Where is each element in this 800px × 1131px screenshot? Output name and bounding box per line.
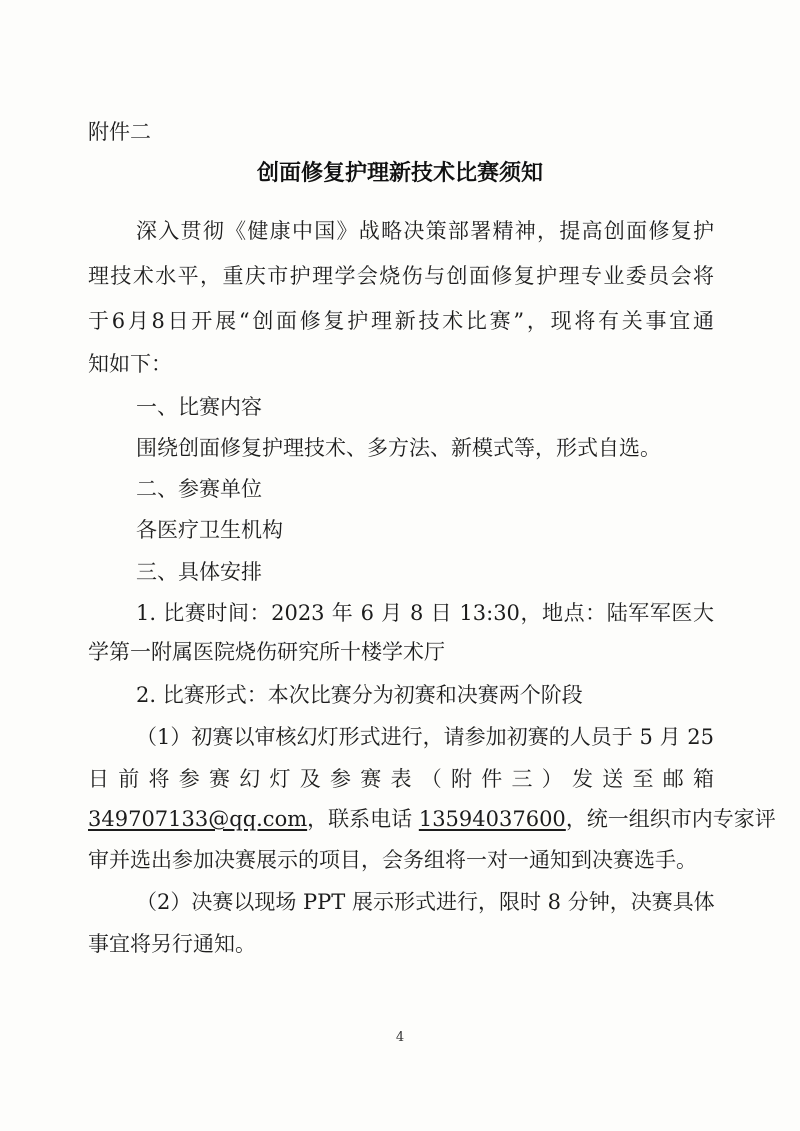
sub-2-line-2: 事宜将另行通知。 <box>88 932 256 956</box>
phone-label: ，联系电话 <box>307 807 419 831</box>
page-number: 4 <box>395 1030 405 1045</box>
sub-1-line-3-tail: ，统一组织市内专家评 <box>565 807 776 831</box>
section-2-body: 各医疗卫生机构 <box>136 518 283 542</box>
item-2: 2. 比赛形式：本次比赛分为初赛和决赛两个阶段 <box>136 683 583 707</box>
intro-line-2: 理技术水平，重庆市护理学会烧伤与创面修复护理专业委员会将 <box>88 264 714 288</box>
section-1-heading: 一、比赛内容 <box>136 395 262 419</box>
sub-1-line-1: （1）初赛以审核幻灯形式进行，请参加初赛的人员于 5 月 25 <box>136 725 714 749</box>
intro-line-3: 于6月8日开展“创面修复护理新技术比赛”，现将有关事宜通 <box>88 309 714 333</box>
sub-1-line-4: 审并选出参加决赛展示的项目，会务组将一对一通知到决赛选手。 <box>88 848 697 872</box>
sub-1-line-2: 日前将参赛幻灯及参赛表（附件三）发送至邮箱 <box>88 767 714 791</box>
section-3-heading: 三、具体安排 <box>136 560 262 584</box>
sub-2-line-1: （2）决赛以现场 PPT 展示形式进行，限时 8 分钟，决赛具体 <box>136 890 715 914</box>
attachment-label: 附件二 <box>88 120 151 144</box>
contact-email-link[interactable]: 349707133@qq.com <box>88 807 308 831</box>
section-2-heading: 二、参赛单位 <box>136 477 262 501</box>
document-title: 创面修复护理新技术比赛须知 <box>256 161 543 186</box>
item-1-line-1: 1. 比赛时间：2023 年 6 月 8 日 13:30，地点：陆军军医大 <box>136 601 714 625</box>
intro-line-4: 知如下： <box>88 352 172 376</box>
contact-phone: 13594037600 <box>418 807 566 831</box>
intro-line-1: 深入贯彻《健康中国》战略决策部署精神，提高创面修复护 <box>136 219 714 243</box>
sub-1-line-3 <box>88 804 776 834</box>
section-1-body: 围绕创面修复护理技术、多方法、新模式等，形式自选。 <box>136 436 661 460</box>
item-1-line-2: 学第一附属医院烧伤研究所十楼学术厅 <box>88 640 445 664</box>
